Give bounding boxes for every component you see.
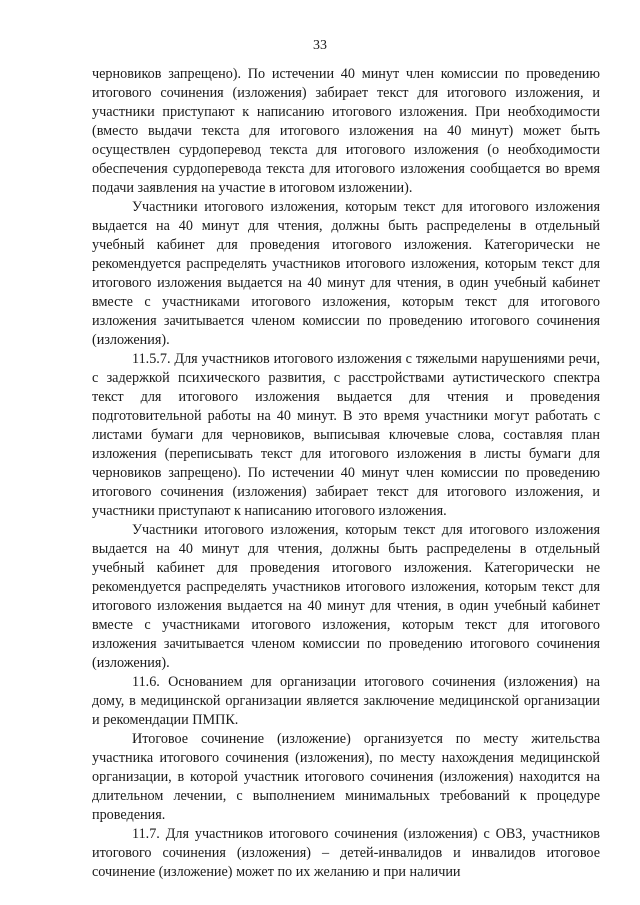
- paragraph-2: Участники итогового изложения, которым текст для итогового изложения выдается на 40 минут для чтения, должны быть распределены в отдельный учебный кабинет для проведения итогового изложения. Категорически не рекомендуется распределять участников итогового изложения, которым текст для итогового изложения выдается на 40 минут для чтения, в один учебный кабинет вместе с участниками итогового изложения, которым текст для итогового изложения зачитывается членом комиссии по проведению итогового сочинения (изложения).: [92, 199, 600, 348]
- document-body: [92, 65, 600, 882]
- paragraph-4: Участники итогового изложения, которым текст для итогового изложения выдается на 40 минут для чтения, должны быть распределены в отдельный учебный кабинет для проведения итогового изложения. Категорически не рекомендуется распределять участников итогового изложения, которым текст для итогового изложения выдается на 40 минут для чтения, в один учебный кабинет вместе с участниками итогового изложения, которым текст для итогового изложения зачитывается членом комиссии по проведению итогового сочинения (изложения).: [92, 522, 600, 671]
- paragraph-6: Итоговое сочинение (изложение) организуется по месту жительства участника итогового сочинения (изложения), по месту нахождения медицинской организации, в которой участник итогового сочинения (изложения) находится на длительном лечении, с выполнением минимальных требований к процедуре проведения.: [92, 731, 600, 823]
- paragraph-1: черновиков запрещено). По истечении 40 минут член комиссии по проведению итогового сочинения (изложения) забирает текст для итогового изложения, и участники приступают к написанию итогового изложения. При необходимости (вместо выдачи текста для итогового изложения на 40 минут) может быть осуществлен сурдоперевод текста для итогового изложения (о необходимости обеспечения сурдоперевода текста для итогового изложения сообщается во время подачи заявления на участие в итоговом изложении).: [92, 66, 600, 196]
- paragraph-5: 11.6. Основанием для организации итогового сочинения (изложения) на дому, в медицинской организации является заключение медицинской организации и рекомендации ПМПК.: [92, 674, 600, 728]
- paragraph-3: 11.5.7. Для участников итогового изложения с тяжелыми нарушениями речи, с задержкой психического развития, с расстройствами аутистического спектра текст для итогового изложения выдается для чтения и проведения подготовительной работы на 40 минут. В это время участники могут работать с листами бумаги для черновиков, выписывая ключевые слова, составляя план изложения (переписывать текст для итогового изложения в листы бумаги для черновиков запрещено). По истечении 40 минут член комиссии по проведению итогового сочинения (изложения) забирает текст для итогового изложения, и участники приступают к написанию итогового изложения.: [92, 351, 600, 519]
- page-number: 33: [313, 38, 327, 53]
- paragraph-7: 11.7. Для участников итогового сочинения (изложения) с ОВЗ, участников итогового сочинения (изложения) – детей-инвалидов и инвалидов итоговое сочинение (изложение) может по их желанию и при наличии: [92, 826, 600, 880]
